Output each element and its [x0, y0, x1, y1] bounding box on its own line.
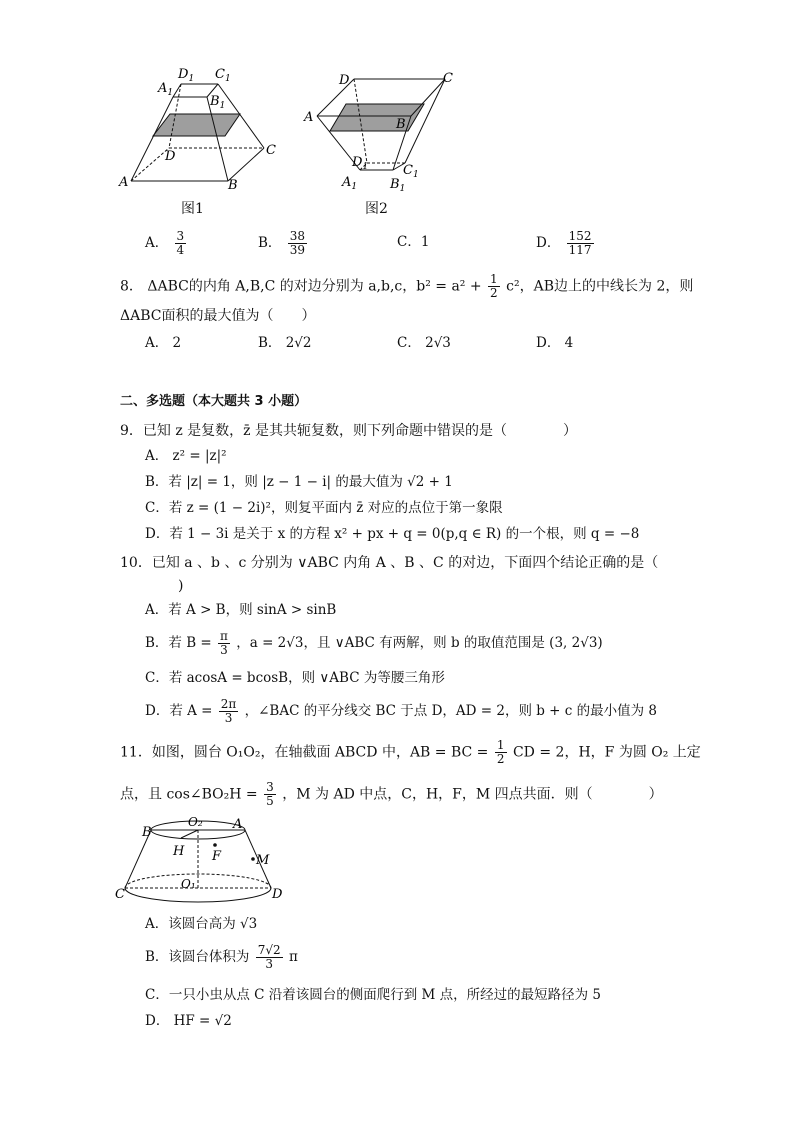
q11-label-O1: O₁: [181, 877, 196, 891]
q7-option-c: C．1: [397, 234, 430, 250]
fig2-label-A1: $A_1$: [342, 175, 358, 192]
fig2-label-D: D: [339, 73, 350, 88]
fig1-label-D: D: [165, 149, 176, 164]
fig1-label-A1: $A_1$: [158, 81, 174, 98]
q8-option-d: D． 4: [536, 335, 574, 351]
figure-2-caption: 图2: [365, 201, 388, 217]
figure-2-frustum: [300, 62, 470, 197]
q9-option-a: A． z² = |z|²: [145, 448, 227, 464]
section-heading: 二、多选题（本大题共 3 小题）: [120, 394, 308, 409]
q7-option-a: A． $\frac{3}{4}$: [145, 229, 185, 257]
q11-label-D: D: [272, 887, 283, 902]
q10-option-d: D．若 A = $\frac{2\pi}{3}$ ，∠BAC 的平分线交 BC 于点 D，AD = 2，则 b + c 的最小值为 8: [145, 697, 658, 725]
fig1-label-C: C: [266, 143, 276, 158]
q9-option-c: C．若 z = (1 − 2i)²，则复平面内 z̄ 对应的点位于第一象限: [145, 500, 503, 516]
q10-option-a: A．若 A > B，则 sinA > sinB: [145, 602, 337, 618]
q7-option-b: B． $\frac{38}{39}$: [258, 229, 305, 257]
q8-stem-line1: 8． ΔABC的内角 A,B,C 的对边分别为 a,b,c，b² = a² + $\frac{1}{2}$ c²，AB边上的中线长为 2，则: [120, 272, 694, 300]
q11-label-A: A: [233, 817, 243, 832]
fig2-label-A: A: [304, 110, 314, 125]
q11-label-M: M: [256, 853, 270, 868]
q11-option-d: D． HF = √2: [145, 1013, 232, 1029]
q7-option-d: D． $\frac{152}{117}$: [536, 229, 592, 257]
fig1-label-C1: $C_1$: [215, 67, 231, 84]
q11-option-b: B．该圆台体积为 $\frac{7√2}{3}$ π: [145, 943, 298, 971]
q10-option-c: C．若 acosA = bcosB，则 ∨ABC 为等腰三角形: [145, 670, 445, 686]
q8-option-a: A． 2: [145, 335, 182, 351]
q11-frustum-figure: [115, 812, 295, 908]
fig2-label-B: B: [396, 117, 406, 132]
q8-option-b: B． 2√2: [258, 335, 312, 351]
q8-option-c: C． 2√3: [397, 335, 451, 351]
q11-stem-line1: 11．如图，圆台 O₁O₂，在轴截面 ABCD 中，AB = BC = $\frac{1}{2}$ CD = 2，H，F 为圆 O₂ 上定: [120, 738, 701, 766]
q10-stem-close: ): [178, 578, 184, 594]
fig1-label-A: A: [119, 175, 129, 190]
q10-option-b: B．若 B = $\frac{\pi}{3}$ ，a = 2√3，且 ∨ABC 有两解，则 b 的取值范围是 (3, 2√3): [145, 629, 603, 657]
q10-stem: 10．已知 a 、b 、c 分别为 ∨ABC 内角 A 、B 、C 的对边，下面四个结论正确的是（: [120, 555, 659, 571]
q11-label-C: C: [115, 887, 125, 902]
q11-option-a: A．该圆台高为 √3: [145, 916, 258, 932]
q11-label-O2: O₂: [188, 815, 203, 829]
q11-label-F: F: [212, 849, 222, 864]
fig1-label-D1: $D_1$: [178, 67, 195, 84]
q9-option-d: D．若 1 − 3i 是关于 x 的方程 x² + px + q = 0(p,q ∈ R) 的一个根，则 q = −8: [145, 526, 640, 542]
cross-section-shaded: [153, 114, 240, 136]
fig2-label-B1: $B_1$: [390, 177, 406, 194]
q11-option-c: C．一只小虫从点 C 沿着该圆台的侧面爬行到 M 点，所经过的最短路径为 5: [145, 987, 602, 1003]
figure-1-frustum: [115, 62, 285, 197]
q9-stem: 9．已知 z 是复数，z̄ 是其共轭复数，则下列命题中错误的是（ ）: [120, 423, 578, 439]
q9-option-b: B．若 |z| = 1，则 |z − 1 − i| 的最大值为 √2 + 1: [145, 474, 453, 490]
cross-section-shaded: [330, 104, 424, 131]
q11-label-H: H: [173, 844, 185, 859]
fig2-label-C1: $C_1$: [403, 163, 419, 180]
fig1-label-B: B: [228, 178, 238, 193]
q8-stem-line2: ΔABC面积的最大值为（ ）: [120, 308, 316, 324]
q11-stem-line2: 点，且 cos∠BO₂H = $\frac{3}{5}$ ，M 为 AD 中点，C，H，F，M 四点共面．则（ ）: [120, 780, 663, 808]
fig2-label-C: C: [443, 71, 453, 86]
fig1-label-B1: $B_1$: [210, 94, 226, 111]
figure-1-caption: 图1: [181, 201, 204, 217]
q11-label-B: B: [142, 825, 152, 840]
fig2-label-D1: $D_1$: [352, 155, 369, 172]
